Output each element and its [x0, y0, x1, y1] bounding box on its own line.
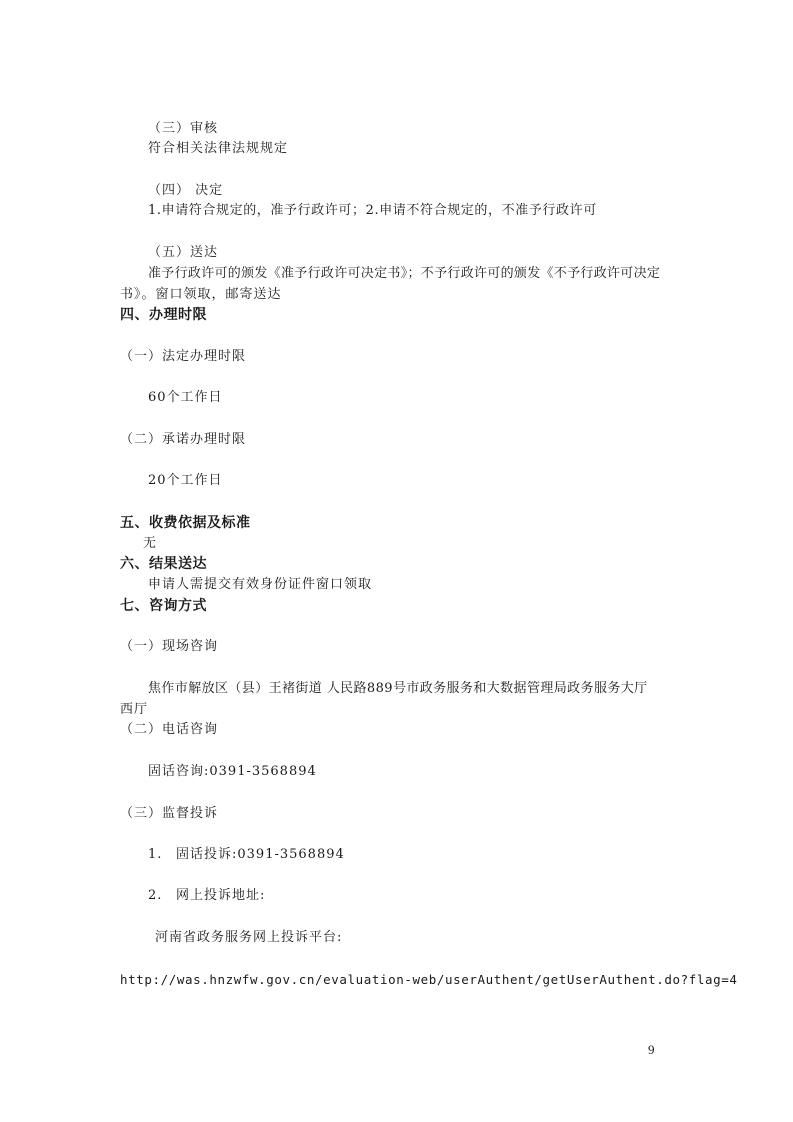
delivery-heading: （五）送达 [148, 245, 219, 260]
complaint-item2-text: 网上投诉地址: [176, 888, 266, 903]
address-line1: 焦作市解放区（县）王褚街道 人民路889号市政务服务和大数据管理局政务服务大厅 [148, 681, 648, 696]
complaint-platform-url[interactable]: http://was.hnzwfw.gov.cn/evaluation-web/userAuthent/getUserAuthent.do?flag=4 [120, 972, 738, 987]
promise-time-value: 20个工作日 [148, 473, 223, 488]
address-line2: 西厅 [120, 702, 149, 717]
page-number: 9 [648, 1042, 655, 1057]
complaint-item1-text: 固话投诉:0391-3568894 [176, 847, 345, 862]
onsite-consult-label: （一）现场咨询 [120, 639, 219, 654]
complaint-label: （三）监督投诉 [120, 806, 219, 821]
result-value: 申请人需提交有效身份证件窗口领取 [148, 577, 373, 592]
fees-value: 无 [143, 536, 158, 551]
complaint-platform-label: 河南省政务服务网上投诉平台: [155, 930, 343, 945]
complaint-item2-number: 2. [148, 888, 163, 903]
legal-time-value: 60个工作日 [148, 390, 223, 405]
review-text: 符合相关法律法规规定 [148, 141, 289, 156]
phone-consult-value: 固话咨询:0391-3568894 [148, 764, 317, 779]
delivery-text-line1: 准予行政许可的颁发《准予行政许可决定书》；不予行政许可的颁发《不予行政许可决定 [148, 266, 661, 281]
decision-heading: （四） 决定 [148, 183, 224, 198]
result-heading: 六、结果送达 [120, 556, 207, 572]
promise-time-label: （二）承诺办理时限 [120, 432, 247, 447]
legal-time-label: （一）法定办理时限 [120, 349, 247, 364]
consult-heading: 七、咨询方式 [120, 598, 207, 614]
decision-text: 1.申请符合规定的，准予行政许可；2.申请不符合规定的，不准予行政许可 [148, 203, 597, 218]
phone-consult-label: （二）电话咨询 [120, 722, 219, 737]
fees-heading: 五、收费依据及标准 [120, 515, 251, 531]
delivery-text-line2: 书》。窗口领取，邮寄送达 [120, 287, 282, 302]
time-limit-heading: 四、办理时限 [120, 307, 207, 323]
complaint-item1-number: 1. [148, 847, 163, 862]
review-heading: （三）审核 [148, 121, 219, 136]
